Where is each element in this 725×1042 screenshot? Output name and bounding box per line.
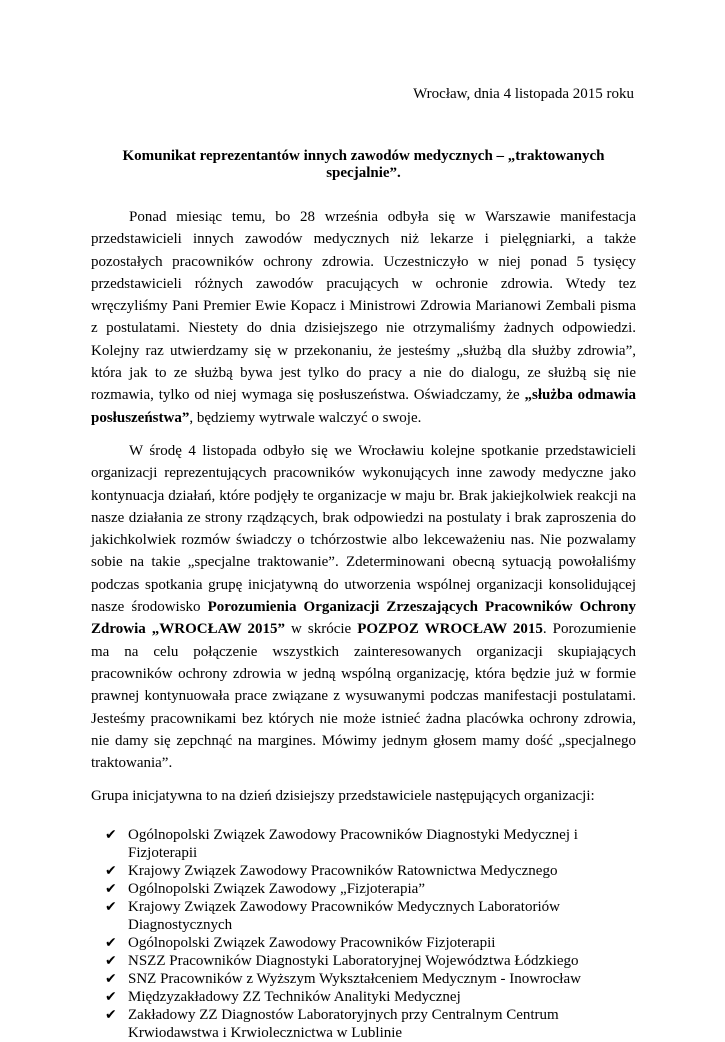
check-icon: ✔	[105, 898, 117, 915]
check-icon: ✔	[105, 970, 117, 987]
document-title: Komunikat reprezentantów innych zawodów medycznych – „traktowanych specjalnie”.	[122, 148, 605, 181]
list-item	[91, 970, 636, 988]
organization-name: Ogólnopolski Związek Zawodowy „Fizjoterapia”	[128, 880, 425, 897]
paragraph-2-text-a: W środę 4 listopada odbyło się we Wrocławiu kolejne spotkanie przedstawicieli organizacji reprezentujących pracowników wykonujących inne zawody medyczne jako kontynuacja działań, które podjęły te organizacje w maju br. Brak jakiejkolwiek reakcji na nasze działania ze strony rządzących, brak odpowiedzi na postulaty i brak zaproszenia do jakichkolwiek rozmów świadczy o tchórzostwie albo lekceważeniu nas. Nie pozwalamy sobie na takie „specjalne traktowanie”. Zdeterminowani obecną sytuacją powołaliśmy podczas spotkania grupę inicjatywną do utworzenia wspólnej organizacji konsolidującej nasze środowisko	[91, 442, 636, 616]
check-icon: ✔	[105, 952, 117, 969]
organization-name: SNZ Pracowników z Wyższym Wykształceniem Medycznym - Inowrocław	[128, 970, 581, 987]
organization-name: Krajowy Związek Zawodowy Pracowników Ratownictwa Medycznego	[128, 862, 558, 879]
paragraph-2	[91, 440, 636, 774]
organization-name: NSZZ Pracowników Diagnostyki Laboratoryjnej Województwa Łódzkiego	[128, 952, 579, 969]
list-item	[91, 880, 636, 898]
check-icon: ✔	[105, 862, 117, 879]
check-icon: ✔	[105, 934, 117, 951]
organization-list	[91, 826, 636, 1042]
list-item	[91, 826, 636, 862]
list-item	[91, 934, 636, 952]
paragraph-1	[91, 206, 636, 429]
paragraph-1-text-b: , będziemy wytrwale walczyć o swoje.	[189, 409, 422, 426]
organization-name: Krajowy Związek Zawodowy Pracowników Medycznych Laboratoriów Diagnostycznych	[128, 898, 560, 933]
list-intro: Grupa inicjatywna to na dzień dzisiejszy przedstawiciele następujących organizacji:	[91, 788, 595, 805]
list-item	[91, 862, 636, 880]
paragraph-1-bold: „służba odmawia posłuszeństwa”	[91, 387, 637, 426]
check-icon: ✔	[105, 880, 117, 897]
check-icon: ✔	[105, 826, 117, 843]
date-line: Wrocław, dnia 4 listopada 2015 roku	[413, 86, 634, 102]
list-item	[91, 988, 636, 1006]
organization-name: Zakładowy ZZ Diagnostów Laboratoryjnych przy Centralnym Centrum Krwiodawstwa i Krwiolecznictwa w Lublinie	[128, 1006, 559, 1041]
paragraph-2-bold-a: Porozumienia Organizacji Zrzeszających Pracowników Ochrony Zdrowia „WROCŁAW 2015”	[91, 599, 637, 638]
paragraph-2-text-c: . Porozumienie ma na celu połączenie wszystkich zainteresowanych organizacji skupiających pracowników ochrony zdrowia w jedną wspólną organizację, która będzie już w formie prawnej kontynuowała prace związane z wysuwanymi podczas manifestacji postulatami. Jesteśmy pracownikami bez których nie może istnieć żadna placówka ochrony zdrowia, nie damy się zepchnąć na margines. Mówimy jednym głosem mamy dość „specjalnego traktowania”.	[91, 621, 636, 772]
paragraph-2-bold-b: POZPOZ WROCŁAW 2015	[357, 621, 543, 638]
document-body	[91, 206, 636, 1042]
check-icon: ✔	[105, 988, 117, 1005]
paragraph-2-text-b: w skrócie	[285, 621, 358, 638]
organization-name: Ogólnopolski Związek Zawodowy Pracowników Fizjoterapii	[128, 934, 496, 951]
list-item	[91, 952, 636, 970]
list-item	[91, 898, 636, 934]
organization-name: Międzyzakładowy ZZ Techników Analityki Medycznej	[128, 988, 461, 1005]
paragraph-1-text-a: Ponad miesiąc temu, bo 28 września odbyła się w Warszawie manifestacja przedstawicieli innych zawodów medycznych niż lekarze i pielęgniarki, a także pozostałych pracowników ochrony zdrowia. Uczestniczyło w niej ponad 5 tysięcy przedstawicieli różnych zawodów pracujących w ochronie zdrowia. Wtedy tez wręczyliśmy Pani Premier Ewie Kopacz i Ministrowi Zdrowia Marianowi Zembali pisma z postulatami. Niestety do dnia dzisiejszego nie otrzymaliśmy żadnych odpowiedzi. Kolejny raz utwierdzamy się w przekonaniu, że jesteśmy „służbą dla służby zdrowia”, która jak to ze służbą bywa jest tylko do pracy a nie do dialogu, ze służbą się nie rozmawia, tylko od niej wymaga się posłuszeństwa. Oświadczamy, że	[91, 209, 636, 404]
organization-name: Ogólnopolski Związek Zawodowy Pracowników Diagnostyki Medycznej i Fizjoterapii	[128, 826, 578, 861]
check-icon: ✔	[105, 1006, 117, 1023]
